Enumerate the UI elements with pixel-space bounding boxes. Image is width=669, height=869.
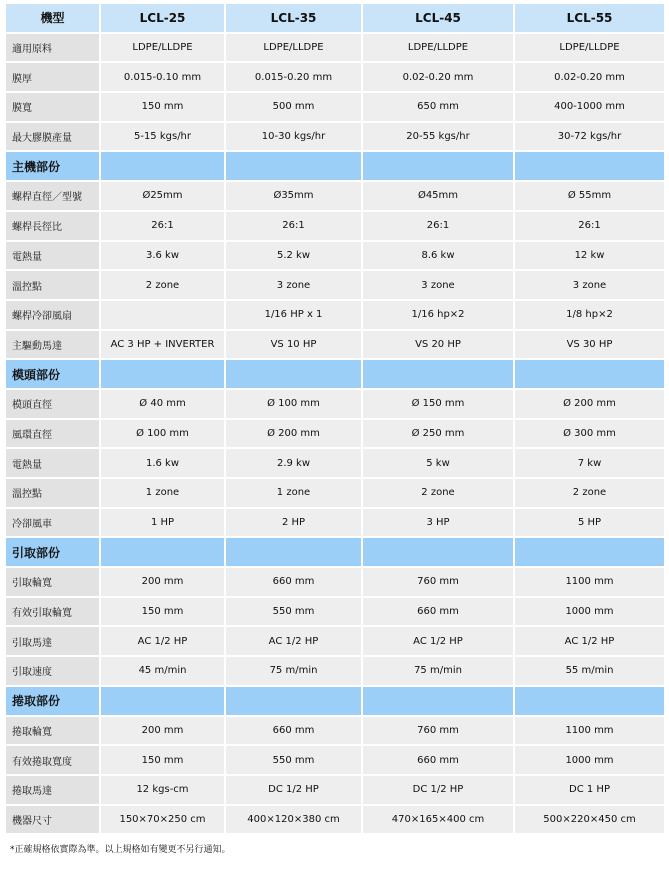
spec-value: 200 mm — [100, 716, 225, 746]
spec-value: LDPE/LLDPE — [100, 33, 225, 63]
spec-value: Ø 200 mm — [225, 419, 362, 449]
model-header: LCL-25 — [100, 3, 225, 33]
spec-value: 660 mm — [362, 745, 514, 775]
spec-value: 12 kw — [514, 241, 665, 271]
spec-value: 500 mm — [225, 92, 362, 122]
spec-label: 機器尺寸 — [5, 805, 100, 835]
spec-value: 650 mm — [362, 92, 514, 122]
spec-row — [5, 181, 665, 211]
spec-value: Ø 55mm — [514, 181, 665, 211]
spec-value: VS 30 HP — [514, 330, 665, 360]
spec-value: Ø 100 mm — [100, 419, 225, 449]
spec-table — [4, 2, 666, 835]
section-fill — [100, 537, 225, 567]
spec-value: 0.015-0.10 mm — [100, 62, 225, 92]
spec-row — [5, 300, 665, 330]
spec-value: 26:1 — [100, 211, 225, 241]
section-header-row — [5, 359, 665, 389]
spec-value: 5 kw — [362, 448, 514, 478]
section-fill — [100, 686, 225, 716]
spec-row — [5, 656, 665, 686]
spec-label: 最大膠膜產量 — [5, 122, 100, 152]
spec-value: VS 20 HP — [362, 330, 514, 360]
spec-value: 2 zone — [514, 478, 665, 508]
section-fill — [225, 359, 362, 389]
section-header-row — [5, 537, 665, 567]
spec-value: 30-72 kgs/hr — [514, 122, 665, 152]
spec-value: AC 1/2 HP — [514, 626, 665, 656]
spec-value: Ø 40 mm — [100, 389, 225, 419]
spec-value: 20-55 kgs/hr — [362, 122, 514, 152]
spec-value: 760 mm — [362, 716, 514, 746]
spec-value: Ø25mm — [100, 181, 225, 211]
spec-value: DC 1/2 HP — [225, 775, 362, 805]
spec-value: 3 HP — [362, 508, 514, 538]
spec-value: 2 HP — [225, 508, 362, 538]
spec-value: 3 zone — [362, 270, 514, 300]
spec-value: 12 kgs-cm — [100, 775, 225, 805]
spec-value: Ø 250 mm — [362, 419, 514, 449]
header-label: 機型 — [5, 3, 100, 33]
model-header: LCL-35 — [225, 3, 362, 33]
spec-value: 760 mm — [362, 567, 514, 597]
spec-value: 1100 mm — [514, 716, 665, 746]
spec-value: Ø 300 mm — [514, 419, 665, 449]
spec-row — [5, 597, 665, 627]
spec-value: 1.6 kw — [100, 448, 225, 478]
spec-value: LDPE/LLDPE — [225, 33, 362, 63]
spec-value: AC 1/2 HP — [362, 626, 514, 656]
section-fill — [362, 686, 514, 716]
section-header-row — [5, 686, 665, 716]
spec-row — [5, 389, 665, 419]
spec-value: 45 m/min — [100, 656, 225, 686]
section-fill — [514, 686, 665, 716]
spec-label: 適用原料 — [5, 33, 100, 63]
spec-label: 捲取輪寬 — [5, 716, 100, 746]
spec-row — [5, 122, 665, 152]
spec-label: 螺桿直徑／型號 — [5, 181, 100, 211]
spec-label: 螺桿長徑比 — [5, 211, 100, 241]
spec-value: 1100 mm — [514, 567, 665, 597]
spec-value: 55 m/min — [514, 656, 665, 686]
spec-value: 150×70×250 cm — [100, 805, 225, 835]
spec-value — [100, 300, 225, 330]
spec-value: 2 zone — [100, 270, 225, 300]
spec-label: 引取輪寬 — [5, 567, 100, 597]
spec-value: 8.6 kw — [362, 241, 514, 271]
section-fill — [362, 359, 514, 389]
spec-label: 膜寬 — [5, 92, 100, 122]
spec-label: 溫控點 — [5, 270, 100, 300]
section-fill — [225, 686, 362, 716]
spec-value: 7 kw — [514, 448, 665, 478]
section-fill — [362, 537, 514, 567]
spec-label: 模頭直徑 — [5, 389, 100, 419]
spec-value: 1 HP — [100, 508, 225, 538]
section-title: 引取部份 — [5, 537, 100, 567]
spec-value: 3 zone — [225, 270, 362, 300]
section-fill — [100, 359, 225, 389]
spec-value: VS 10 HP — [225, 330, 362, 360]
spec-value: 200 mm — [100, 567, 225, 597]
spec-label: 風環直徑 — [5, 419, 100, 449]
section-fill — [362, 151, 514, 181]
section-fill — [514, 151, 665, 181]
spec-row — [5, 567, 665, 597]
spec-row — [5, 270, 665, 300]
spec-value: Ø35mm — [225, 181, 362, 211]
spec-label: 冷卻風車 — [5, 508, 100, 538]
section-title: 捲取部份 — [5, 686, 100, 716]
spec-body — [5, 33, 665, 835]
spec-value: 550 mm — [225, 745, 362, 775]
spec-label: 捲取馬達 — [5, 775, 100, 805]
spec-value: 150 mm — [100, 597, 225, 627]
spec-value: 1000 mm — [514, 745, 665, 775]
spec-label: 電熱量 — [5, 448, 100, 478]
spec-value: DC 1/2 HP — [362, 775, 514, 805]
spec-value: 0.02-0.20 mm — [362, 62, 514, 92]
spec-row — [5, 775, 665, 805]
spec-value: 660 mm — [362, 597, 514, 627]
spec-value: 0.02-0.20 mm — [514, 62, 665, 92]
spec-label: 有效捲取寬度 — [5, 745, 100, 775]
spec-row — [5, 448, 665, 478]
spec-row — [5, 508, 665, 538]
spec-value: 26:1 — [362, 211, 514, 241]
spec-value: 1/16 hp×2 — [362, 300, 514, 330]
section-fill — [514, 537, 665, 567]
spec-value: 150 mm — [100, 745, 225, 775]
spec-value: AC 1/2 HP — [225, 626, 362, 656]
spec-value: 26:1 — [514, 211, 665, 241]
spec-value: 75 m/min — [362, 656, 514, 686]
spec-label: 膜厚 — [5, 62, 100, 92]
spec-value: 400-1000 mm — [514, 92, 665, 122]
spec-row — [5, 92, 665, 122]
model-header: LCL-45 — [362, 3, 514, 33]
spec-value: 1 zone — [225, 478, 362, 508]
spec-label: 溫控點 — [5, 478, 100, 508]
spec-label: 主驅動馬達 — [5, 330, 100, 360]
spec-value: 150 mm — [100, 92, 225, 122]
spec-row — [5, 33, 665, 63]
spec-value: 2.9 kw — [225, 448, 362, 478]
footnote: *正確規格依實際為準。以上規格如有變更不另行通知。 — [10, 845, 231, 855]
spec-value: 1/16 HP x 1 — [225, 300, 362, 330]
spec-value: AC 3 HP + INVERTER — [100, 330, 225, 360]
model-header: LCL-55 — [514, 3, 665, 33]
spec-value: Ø 200 mm — [514, 389, 665, 419]
spec-row — [5, 716, 665, 746]
section-fill — [225, 537, 362, 567]
spec-label: 螺桿冷卻風扇 — [5, 300, 100, 330]
spec-row — [5, 330, 665, 360]
spec-row — [5, 478, 665, 508]
header-row — [5, 3, 665, 33]
spec-value: LDPE/LLDPE — [362, 33, 514, 63]
section-header-row — [5, 151, 665, 181]
section-title: 主機部份 — [5, 151, 100, 181]
spec-row — [5, 241, 665, 271]
spec-label: 引取速度 — [5, 656, 100, 686]
section-fill — [514, 359, 665, 389]
spec-value: AC 1/2 HP — [100, 626, 225, 656]
spec-row — [5, 745, 665, 775]
spec-value: 5 HP — [514, 508, 665, 538]
spec-label: 引取馬達 — [5, 626, 100, 656]
spec-value: 26:1 — [225, 211, 362, 241]
spec-value: 470×165×400 cm — [362, 805, 514, 835]
spec-row — [5, 805, 665, 835]
spec-value: Ø45mm — [362, 181, 514, 211]
spec-row — [5, 419, 665, 449]
spec-value: 10-30 kgs/hr — [225, 122, 362, 152]
spec-value: 1/8 hp×2 — [514, 300, 665, 330]
spec-value: 2 zone — [362, 478, 514, 508]
spec-value: LDPE/LLDPE — [514, 33, 665, 63]
spec-value: 0.015-0.20 mm — [225, 62, 362, 92]
spec-value: 1 zone — [100, 478, 225, 508]
section-fill — [225, 151, 362, 181]
spec-value: 3.6 kw — [100, 241, 225, 271]
spec-value: 550 mm — [225, 597, 362, 627]
section-title: 模頭部份 — [5, 359, 100, 389]
spec-row — [5, 62, 665, 92]
spec-value: 660 mm — [225, 716, 362, 746]
spec-row — [5, 626, 665, 656]
spec-value: 5.2 kw — [225, 241, 362, 271]
spec-value: DC 1 HP — [514, 775, 665, 805]
spec-value: Ø 150 mm — [362, 389, 514, 419]
spec-row — [5, 211, 665, 241]
spec-value: 660 mm — [225, 567, 362, 597]
spec-value: 1000 mm — [514, 597, 665, 627]
spec-value: 3 zone — [514, 270, 665, 300]
spec-value: 75 m/min — [225, 656, 362, 686]
spec-value: 500×220×450 cm — [514, 805, 665, 835]
spec-value: 5-15 kgs/hr — [100, 122, 225, 152]
spec-label: 有效引取輪寬 — [5, 597, 100, 627]
section-fill — [100, 151, 225, 181]
spec-value: Ø 100 mm — [225, 389, 362, 419]
spec-value: 400×120×380 cm — [225, 805, 362, 835]
spec-label: 電熱量 — [5, 241, 100, 271]
